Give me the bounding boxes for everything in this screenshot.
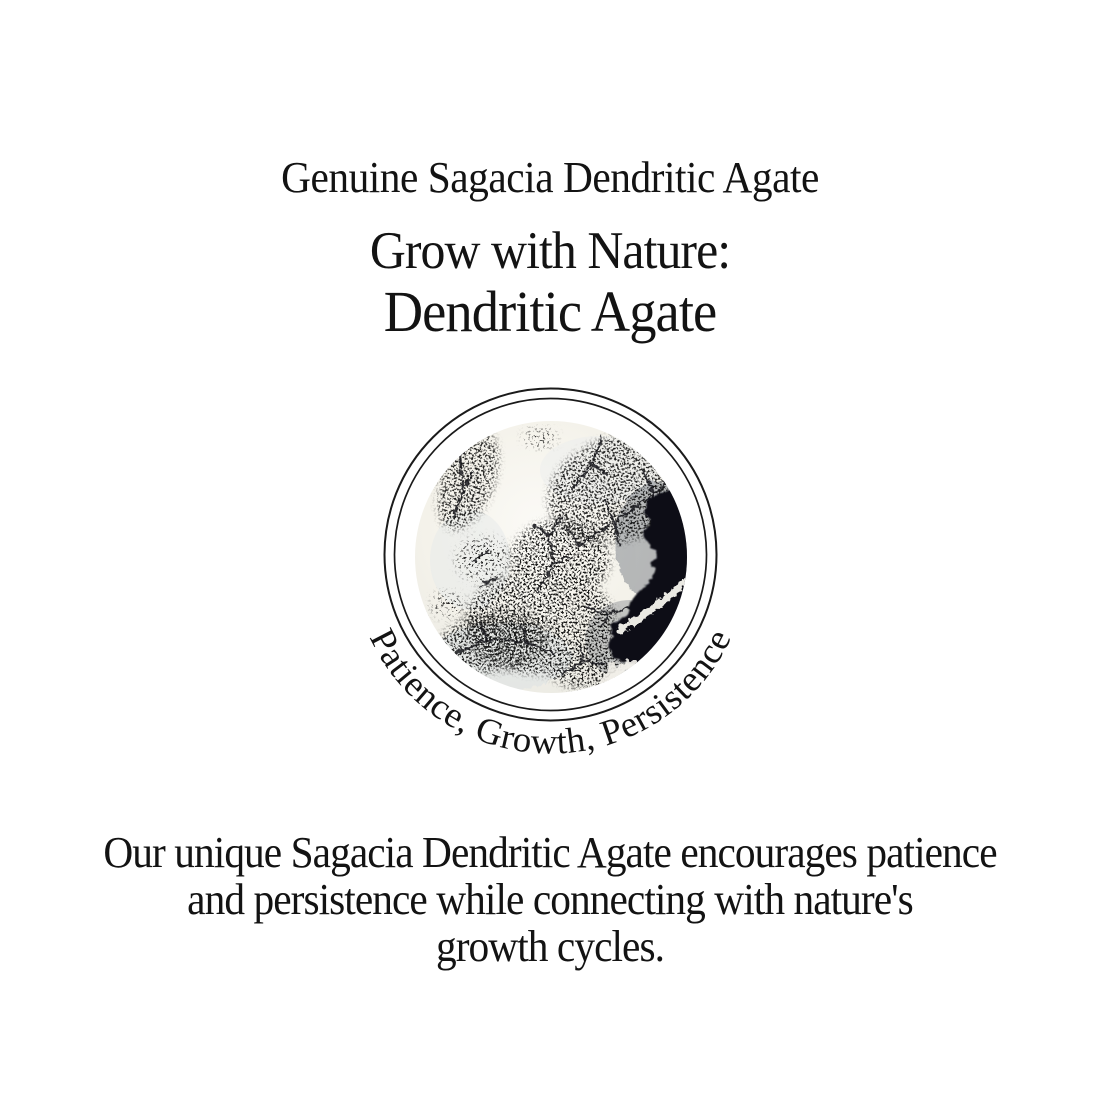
title-line-1: Grow with Nature: xyxy=(369,222,731,280)
eyebrow-text: Genuine Sagacia Dendritic Agate xyxy=(281,153,819,202)
description xyxy=(0,829,1100,970)
title-line-2: Dendritic Agate xyxy=(383,279,717,344)
description-line: Our unique Sagacia Dendritic Agate encourages patience xyxy=(103,828,997,877)
gemstone-badge xyxy=(325,376,780,788)
description-line: and persistence while connecting with nature's xyxy=(187,875,913,924)
description-line: growth cycles. xyxy=(435,922,665,971)
curved-caption: Patience, Growth, Persistence xyxy=(362,622,739,762)
